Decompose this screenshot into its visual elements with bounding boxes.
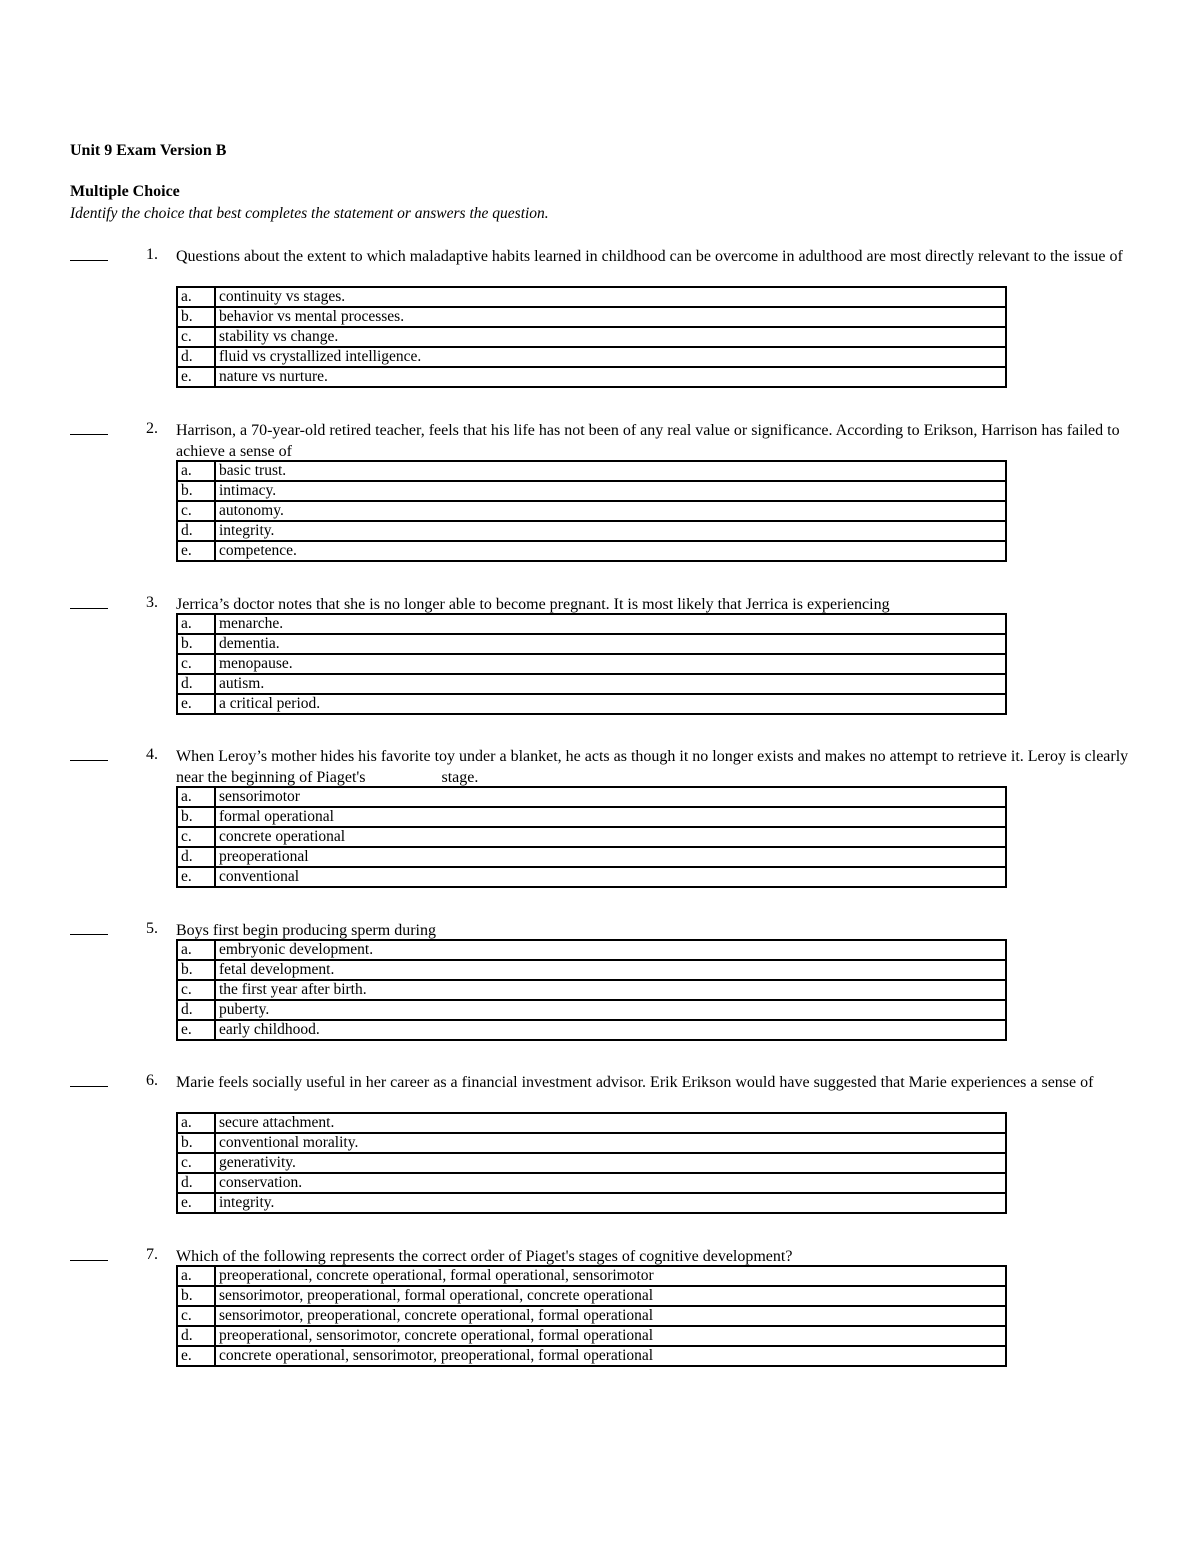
choice-letter: c. [177, 1306, 215, 1326]
choice-text: intimacy. [215, 481, 1006, 501]
question-number: 2. [146, 420, 158, 437]
choice-row[interactable] [177, 1020, 1006, 1040]
choice-row[interactable] [177, 307, 1006, 327]
stem-text: When Leroy’s mother hides his favorite toy under a blanket, he acts as though it no longer exists and makes no attempt to retrieve it. Leroy is clearly near the beginning of Piaget's [176, 748, 1129, 786]
question-number: 6. [146, 1072, 158, 1089]
choice-letter: e. [177, 1193, 215, 1213]
choices-table [176, 1112, 1007, 1214]
choice-text: concrete operational [215, 827, 1006, 847]
answer-blank[interactable] [70, 746, 108, 761]
choice-letter: d. [177, 847, 215, 867]
choice-letter: b. [177, 960, 215, 980]
choice-row[interactable] [177, 1173, 1006, 1193]
choice-row[interactable] [177, 1193, 1006, 1213]
choice-row[interactable] [177, 1133, 1006, 1153]
choice-text: embryonic development. [215, 940, 1006, 960]
choice-text: menopause. [215, 654, 1006, 674]
choice-text: preoperational, concrete operational, formal operational, sensorimotor [215, 1266, 1006, 1286]
choice-letter: d. [177, 674, 215, 694]
choice-text: autism. [215, 674, 1006, 694]
choice-letter: c. [177, 501, 215, 521]
choice-text: preoperational, sensorimotor, concrete operational, formal operational [215, 1326, 1006, 1346]
choice-text: the first year after birth. [215, 980, 1006, 1000]
choices-table [176, 460, 1007, 562]
choice-letter: a. [177, 461, 215, 481]
choice-text: puberty. [215, 1000, 1006, 1020]
choice-letter: c. [177, 654, 215, 674]
choice-row[interactable] [177, 521, 1006, 541]
choice-text: conventional [215, 867, 1006, 887]
choice-letter: d. [177, 347, 215, 367]
choice-row[interactable] [177, 867, 1006, 887]
question-number: 3. [146, 594, 158, 611]
choice-text: dementia. [215, 634, 1006, 654]
choices-table [176, 939, 1007, 1041]
choices-table [176, 1265, 1007, 1367]
choice-letter: b. [177, 807, 215, 827]
choice-row[interactable] [177, 807, 1006, 827]
question-stem: Harrison, a 70-year-old retired teacher, feels that his life has not been of any real value or significance. According to Erikson, Harrison has failed to achieve a sense of [176, 422, 1120, 460]
choice-letter: c. [177, 827, 215, 847]
choice-row[interactable] [177, 367, 1006, 387]
choice-row[interactable] [177, 674, 1006, 694]
choice-letter: a. [177, 1113, 215, 1133]
choice-letter: a. [177, 940, 215, 960]
answer-blank[interactable] [70, 1072, 108, 1087]
choice-text: conservation. [215, 1173, 1006, 1193]
choice-letter: b. [177, 481, 215, 501]
question-stem [176, 746, 1136, 788]
section-heading: Multiple Choice [70, 183, 180, 200]
choice-text: competence. [215, 541, 1006, 561]
choice-text: basic trust. [215, 461, 1006, 481]
choice-text: menarche. [215, 614, 1006, 634]
question-number: 4. [146, 746, 158, 763]
choice-letter: d. [177, 521, 215, 541]
choice-row[interactable] [177, 541, 1006, 561]
choice-text: secure attachment. [215, 1113, 1006, 1133]
choice-row[interactable] [177, 787, 1006, 807]
question-number: 7. [146, 1246, 158, 1263]
answer-blank[interactable] [70, 594, 108, 609]
choice-letter: c. [177, 1153, 215, 1173]
choice-letter: d. [177, 1000, 215, 1020]
choice-row[interactable] [177, 1346, 1006, 1366]
choice-letter: a. [177, 614, 215, 634]
choice-row[interactable] [177, 980, 1006, 1000]
choice-letter: e. [177, 694, 215, 714]
choice-row[interactable] [177, 481, 1006, 501]
choice-row[interactable] [177, 1286, 1006, 1306]
choice-row[interactable] [177, 940, 1006, 960]
choice-letter: e. [177, 367, 215, 387]
choice-text: integrity. [215, 521, 1006, 541]
choice-row[interactable] [177, 1306, 1006, 1326]
choice-text: conventional morality. [215, 1133, 1006, 1153]
choice-letter: e. [177, 1346, 215, 1366]
choice-letter: a. [177, 1266, 215, 1286]
choice-letter: a. [177, 287, 215, 307]
stem-text-end: stage. [441, 769, 479, 786]
choice-letter: c. [177, 327, 215, 347]
choice-letter: e. [177, 867, 215, 887]
choice-text: integrity. [215, 1193, 1006, 1213]
choice-row[interactable] [177, 1153, 1006, 1173]
choice-text: a critical period. [215, 694, 1006, 714]
choice-row[interactable] [177, 654, 1006, 674]
choice-row[interactable] [177, 694, 1006, 714]
choice-text: nature vs nurture. [215, 367, 1006, 387]
answer-blank[interactable] [70, 1246, 108, 1261]
question-number: 5. [146, 920, 158, 937]
question-stem: Which of the following represents the correct order of Piaget's stages of cognitive development? [176, 1248, 793, 1265]
choice-text: early childhood. [215, 1020, 1006, 1040]
choice-row[interactable] [177, 501, 1006, 521]
choice-text: fluid vs crystallized intelligence. [215, 347, 1006, 367]
choice-row[interactable] [177, 614, 1006, 634]
choice-letter: b. [177, 634, 215, 654]
choice-text: behavior vs mental processes. [215, 307, 1006, 327]
choice-row[interactable] [177, 1000, 1006, 1020]
choice-text: autonomy. [215, 501, 1006, 521]
choice-letter: e. [177, 541, 215, 561]
choice-text: generativity. [215, 1153, 1006, 1173]
choice-row[interactable] [177, 347, 1006, 367]
answer-blank[interactable] [70, 246, 108, 261]
exam-title: Unit 9 Exam Version B [70, 142, 227, 159]
choice-letter: a. [177, 787, 215, 807]
choices-table [176, 786, 1007, 888]
question-stem: Marie feels socially useful in her career as a financial investment advisor. Erik Erikson would have suggested that Marie experiences a sense of [176, 1074, 1094, 1091]
choice-letter: b. [177, 1286, 215, 1306]
choice-row[interactable] [177, 960, 1006, 980]
choice-text: continuity vs stages. [215, 287, 1006, 307]
choice-row[interactable] [177, 827, 1006, 847]
choice-row[interactable] [177, 287, 1006, 307]
choice-text: formal operational [215, 807, 1006, 827]
choice-text: stability vs change. [215, 327, 1006, 347]
choice-letter: d. [177, 1326, 215, 1346]
choices-table [176, 286, 1007, 388]
question-stem: Questions about the extent to which maladaptive habits learned in childhood can be overcome in adulthood are most directly relevant to the issue of [176, 248, 1123, 265]
choice-letter: b. [177, 307, 215, 327]
choice-letter: e. [177, 1020, 215, 1040]
choice-row[interactable] [177, 1326, 1006, 1346]
choice-text: fetal development. [215, 960, 1006, 980]
question-number: 1. [146, 246, 158, 263]
choice-letter: b. [177, 1133, 215, 1153]
choices-table [176, 613, 1007, 715]
choice-row[interactable] [177, 461, 1006, 481]
choice-row[interactable] [177, 1266, 1006, 1286]
choice-text: sensorimotor, preoperational, formal operational, concrete operational [215, 1286, 1006, 1306]
question-stem: Boys first begin producing sperm during [176, 922, 436, 939]
answer-blank[interactable] [70, 920, 108, 935]
instructions: Identify the choice that best completes the statement or answers the question. [70, 205, 549, 222]
choice-text: sensorimotor [215, 787, 1006, 807]
choice-row[interactable] [177, 847, 1006, 867]
answer-blank[interactable] [70, 420, 108, 435]
choice-text: sensorimotor, preoperational, concrete operational, formal operational [215, 1306, 1006, 1326]
choice-letter: d. [177, 1173, 215, 1193]
choice-row[interactable] [177, 1113, 1006, 1133]
choice-row[interactable] [177, 634, 1006, 654]
choice-text: preoperational [215, 847, 1006, 867]
choice-row[interactable] [177, 327, 1006, 347]
question-stem: Jerrica’s doctor notes that she is no longer able to become pregnant. It is most likely that Jerrica is experiencing [176, 596, 890, 613]
choice-text: concrete operational, sensorimotor, preoperational, formal operational [215, 1346, 1006, 1366]
choice-letter: c. [177, 980, 215, 1000]
